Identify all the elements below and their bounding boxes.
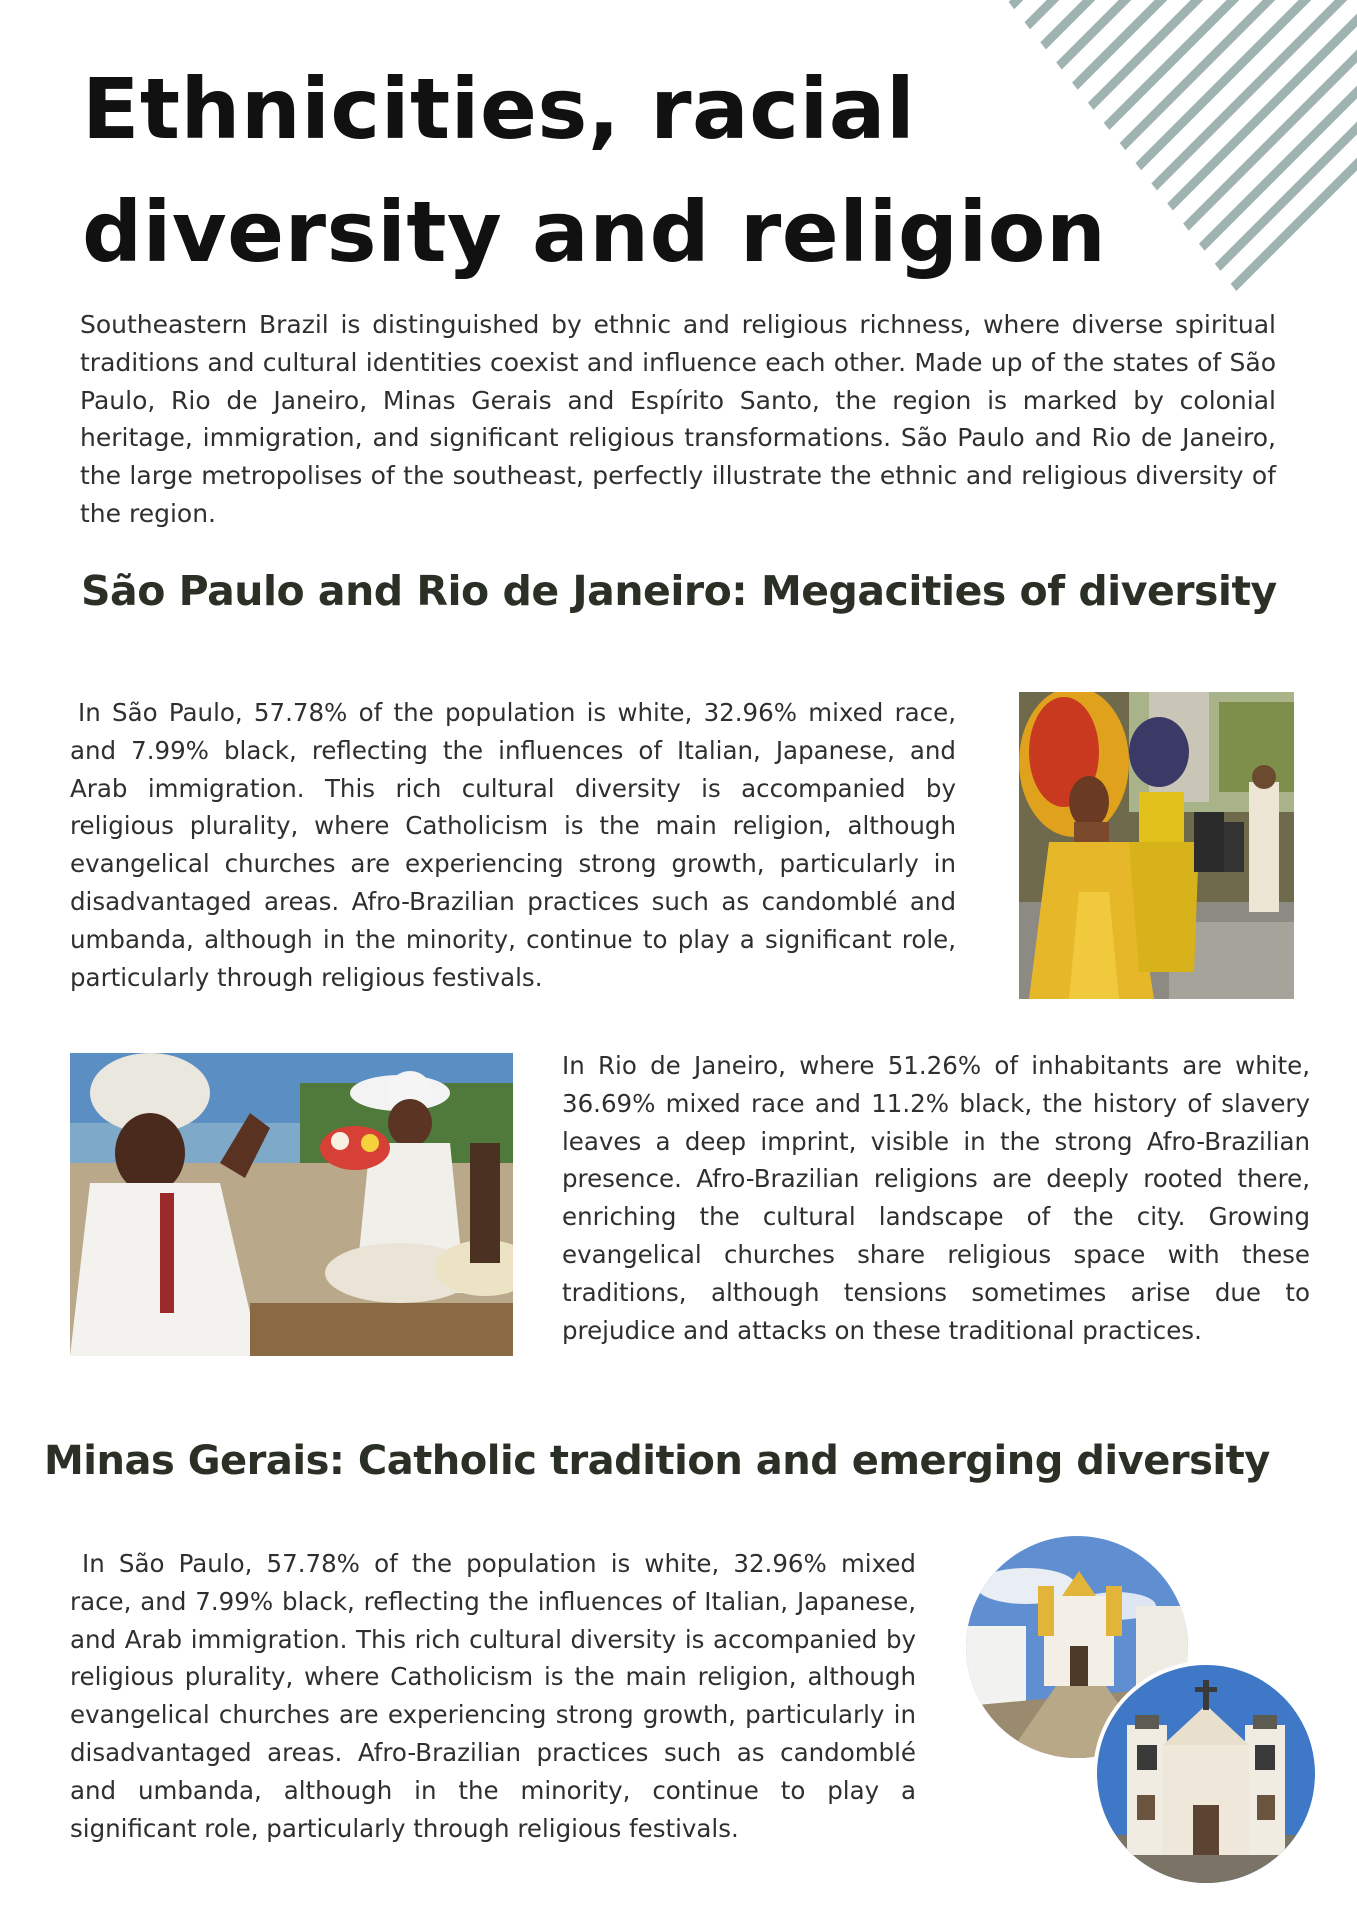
section-heading-minas-gerais: Minas Gerais: Catholic tradition and emerging diversity (44, 1438, 1270, 1484)
section-heading-megacities: São Paulo and Rio de Janeiro: Megacities of diversity (81, 567, 1277, 615)
minas-gerais-paragraph: In São Paulo, 57.78% of the population is white, 32.96% mixed race, and 7.99% black, reflecting the influences of Italian, Japanese, and Arab immigration. This rich cultural diversity is accompanied by religious plurality, where Catholicism is the main religion, although evangelical churches are experiencing strong growth, particularly in disadvantaged areas. Afro-Brazilian practices such as candomblé and umbanda, although in the minority, continue to play a significant role, particularly through religious festivals. (70, 1549, 916, 1843)
carnival-dancers-image (1019, 692, 1294, 999)
intro-paragraph: Southeastern Brazil is distinguished by ethnic and religious richness, where diverse spiritual traditions and cultural identities coexist and influence each other. Made up of the states of São Paulo, Rio de Janeiro, Minas Gerais and Espírito Santo, the region is marked by colonial heritage, immigration, and significant religious transformations. São Paulo and Rio de Janeiro, the large metropolises of the southeast, perfectly illustrate the ethnic and religious diversity of the region. (80, 310, 1276, 528)
rio-paragraph: In Rio de Janeiro, where 51.26% of inhabitants are white, 36.69% mixed race and 11.2% black, the history of slavery leaves a deep imprint, visible in the strong Afro-Brazilian presence. Afro-Brazilian religions are deeply rooted there, enriching the cultural landscape of the city. Growing evangelical churches share religious space with these traditions, although tensions sometimes arise due to prejudice and attacks on these traditional practices. (562, 1051, 1310, 1345)
sao-paulo-paragraph: In São Paulo, 57.78% of the population is white, 32.96% mixed race, and 7.99% black, reflecting the influences of Italian, Japanese, and Arab immigration. This rich cultural diversity is accompanied by religious plurality, where Catholicism is the main religion, although evangelical churches are experiencing strong growth, particularly in disadvantaged areas. Afro-Brazilian practices such as candomblé and umbanda, although in the minority, continue to play a significant role, particularly through religious festivals. (70, 698, 956, 992)
baroque-church-image (1093, 1661, 1319, 1887)
baiana-ceremony-image (70, 1053, 513, 1356)
page-title: Ethnicities, racial diversity and religion (82, 60, 1107, 281)
